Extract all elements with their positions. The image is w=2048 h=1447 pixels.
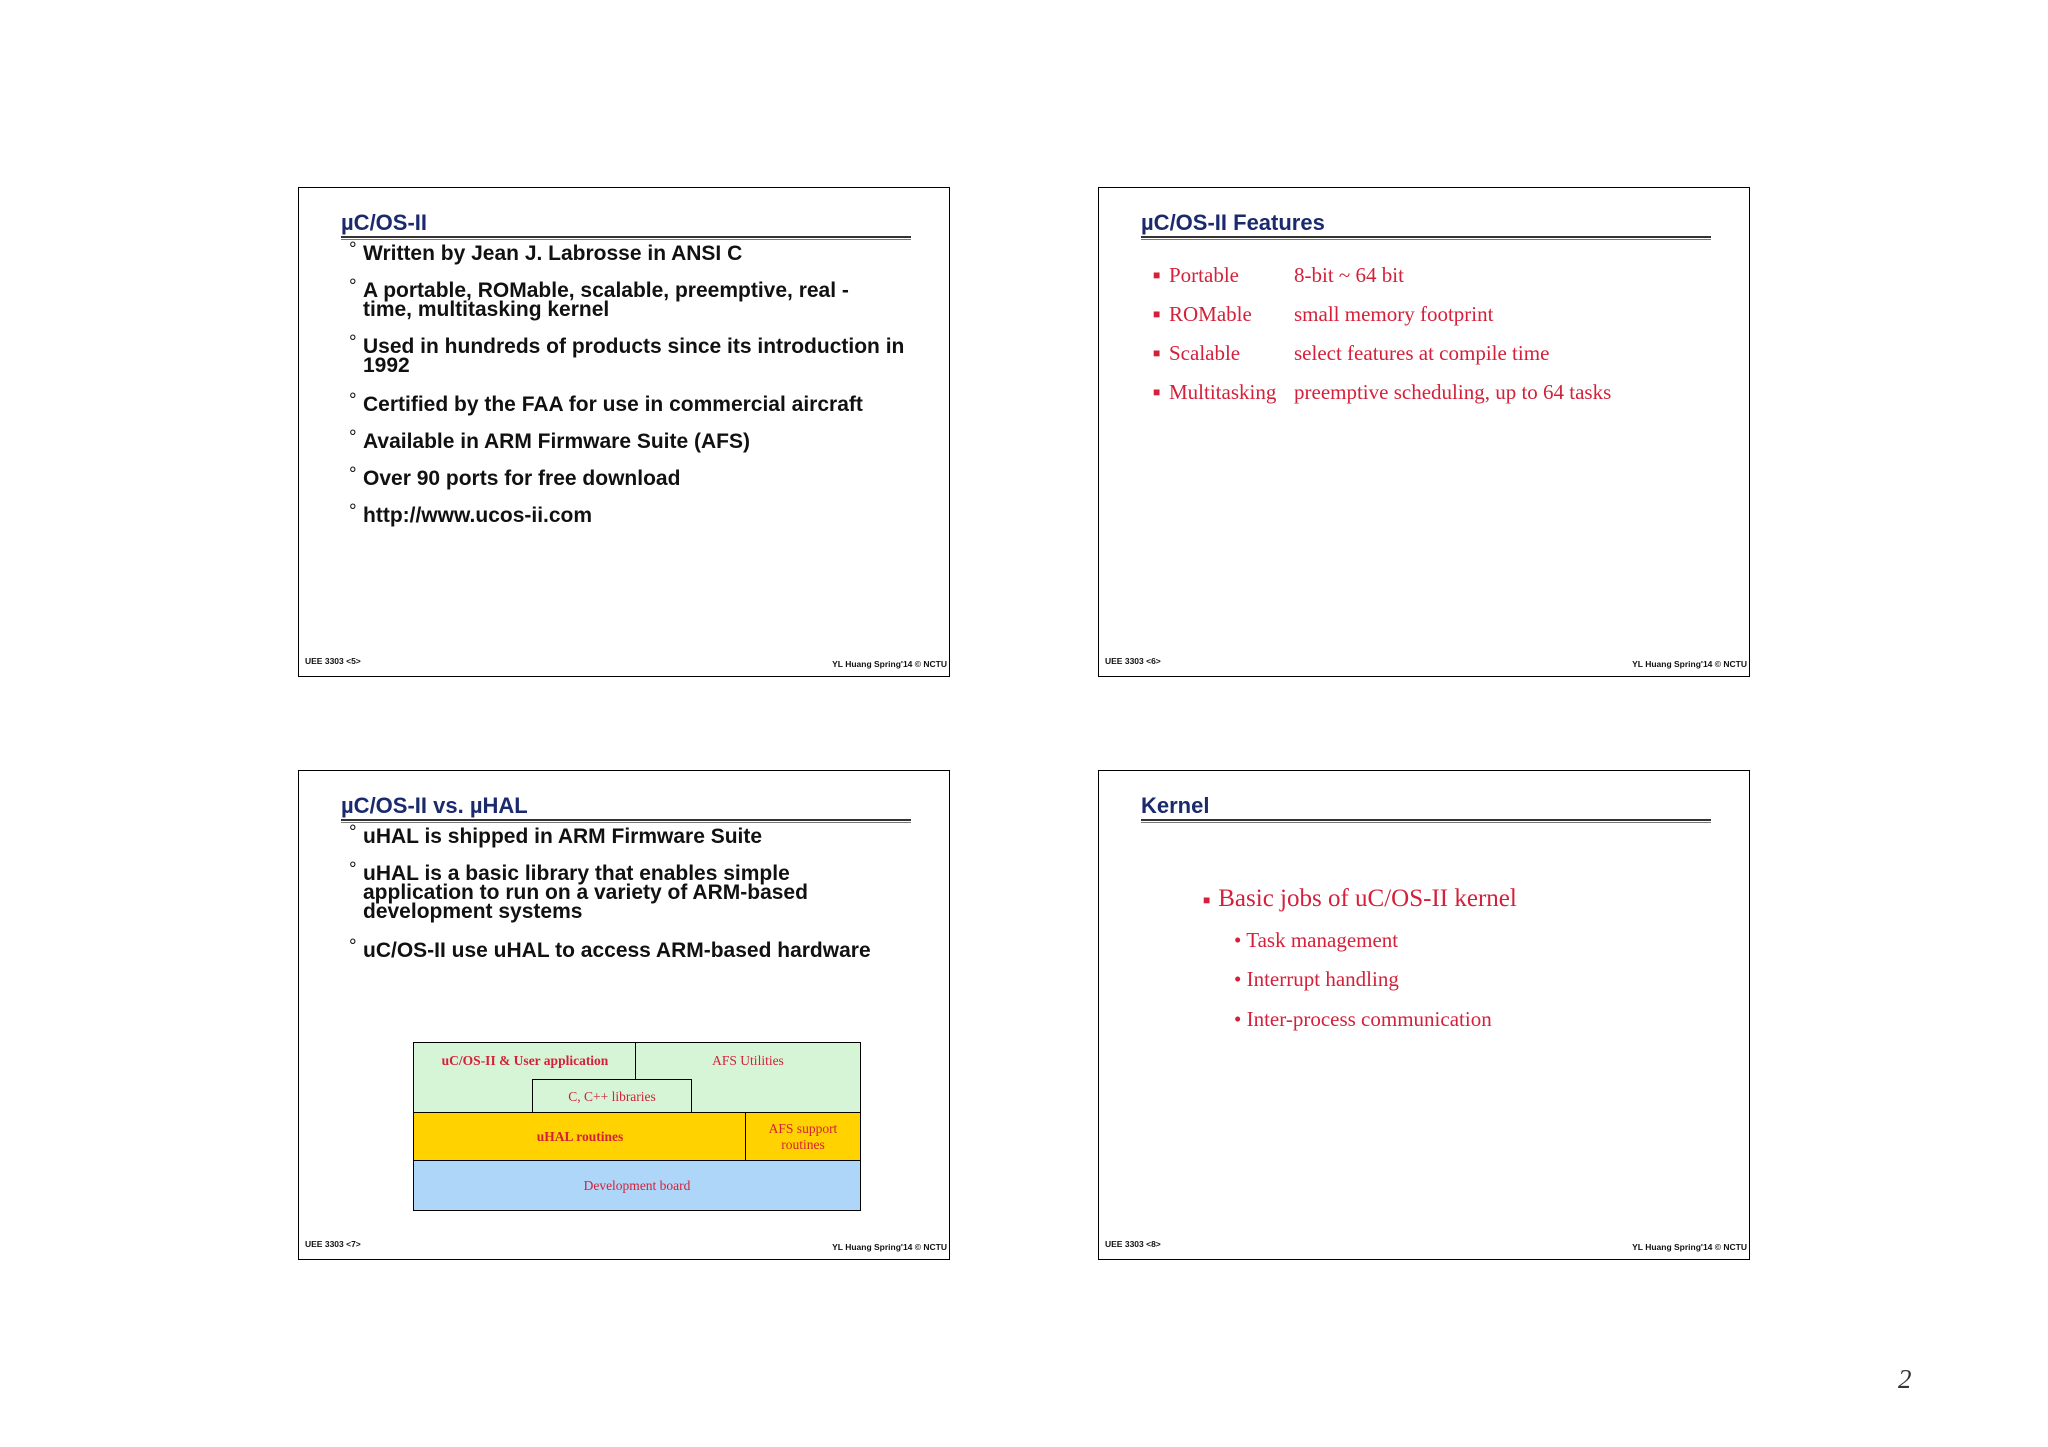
kernel-main-point (1203, 885, 1517, 913)
title-underline (341, 236, 911, 240)
slide-title: µC/OS-II (341, 210, 428, 235)
square-bullet-icon: ■ (1153, 268, 1161, 282)
title-underline (341, 819, 911, 823)
slide-title: µC/OS-II Features (1141, 210, 1325, 235)
square-bullet-icon: ■ (1153, 385, 1161, 399)
bullet-item: ° uC/OS-II use uHAL to access ARM-based hardware (349, 941, 919, 960)
bullet-item: ° Available in ARM Firmware Suite (AFS) (349, 432, 919, 451)
ucos-user-block: uC/OS-II & User application (413, 1042, 637, 1114)
slide-title: Kernel (1141, 793, 1210, 818)
kernel-sub-point: • Interrupt handling (1234, 967, 1399, 991)
slide-footer-right: YL Huang Spring'14 © NCTU (832, 1242, 947, 1252)
slide-footer-right: YL Huang Spring'14 © NCTU (832, 659, 947, 669)
title-underline (1141, 819, 1711, 823)
development-board-block: Development board (413, 1160, 861, 1211)
kernel-sub-point: • Task management (1234, 928, 1399, 952)
kernel-sub-text: Inter-process communication (1246, 1007, 1492, 1031)
uhal-routines-block: uHAL routines (413, 1112, 747, 1162)
feature-row (1153, 373, 1611, 412)
feature-desc: preemptive scheduling, up to 64 tasks (1294, 380, 1612, 404)
architecture-diagram (413, 1042, 861, 1211)
slide-footer-right: YL Huang Spring'14 © NCTU (1632, 659, 1747, 669)
bullet-item: ° Certified by the FAA for use in commercial aircraft (349, 395, 919, 414)
feature-desc: small memory footprint (1294, 302, 1494, 326)
feature-desc: 8-bit ~ 64 bit (1294, 263, 1404, 287)
slide-ucos-ii-features (1098, 187, 1750, 677)
slide-footer-left: UEE 3303 <7> (305, 1239, 361, 1249)
page-number: 2 (1898, 1364, 1912, 1394)
feature-row (1153, 334, 1611, 373)
feature-row (1153, 295, 1611, 334)
feature-desc: select features at compile time (1294, 341, 1550, 365)
slide-title: µC/OS-II vs. µHAL (341, 793, 528, 818)
square-bullet-icon: ■ (1153, 346, 1161, 360)
kernel-sub-point: • Inter-process communication (1234, 1007, 1492, 1031)
feature-name: Portable (1169, 263, 1239, 287)
bullet-list (349, 827, 919, 978)
title-underline (1141, 236, 1711, 240)
bullet-item: ° Written by Jean J. Labrosse in ANSI C (349, 244, 919, 263)
afs-utilities-block: AFS Utilities (635, 1042, 861, 1114)
slide-footer-left: UEE 3303 <6> (1105, 656, 1161, 666)
bullet-item: ° A portable, ROMable, scalable, preemptive, real -time, multitasking kernel (349, 281, 869, 319)
bullet-item: ° uHAL is a basic library that enables simple application to run on a variety of ARM-based development systems (349, 864, 849, 921)
feature-name: Scalable (1169, 341, 1241, 365)
slide-ucos-ii (298, 187, 950, 677)
kernel-sub-text: Task management (1246, 928, 1399, 952)
kernel-sub-text: Interrupt handling (1246, 967, 1399, 991)
feature-list (1153, 256, 1611, 412)
feature-name: Multitasking (1169, 380, 1277, 404)
slide-ucos-vs-uhal (298, 770, 950, 1260)
bullet-list (349, 244, 919, 543)
bullet-item: ° Over 90 ports for free download (349, 469, 919, 488)
square-bullet-icon: ■ (1203, 892, 1211, 907)
c-libraries-block: C, C++ libraries (532, 1079, 692, 1114)
square-bullet-icon: ■ (1153, 307, 1161, 321)
slide-footer-left: UEE 3303 <8> (1105, 1239, 1161, 1249)
afs-support-block: AFS support routines (745, 1112, 861, 1162)
bullet-item: ° Used in hundreds of products since its introduction in 1992 (349, 337, 909, 375)
slide-footer-right: YL Huang Spring'14 © NCTU (1632, 1242, 1747, 1252)
feature-name: ROMable (1169, 302, 1252, 326)
slide-footer-left: UEE 3303 <5> (305, 656, 361, 666)
bullet-item: ° http://www.ucos-ii.com (349, 506, 919, 525)
feature-row (1153, 256, 1611, 295)
slide-kernel (1098, 770, 1750, 1260)
bullet-item: ° uHAL is shipped in ARM Firmware Suite (349, 827, 919, 846)
kernel-main-text: Basic jobs of uC/OS-II kernel (1218, 885, 1517, 912)
